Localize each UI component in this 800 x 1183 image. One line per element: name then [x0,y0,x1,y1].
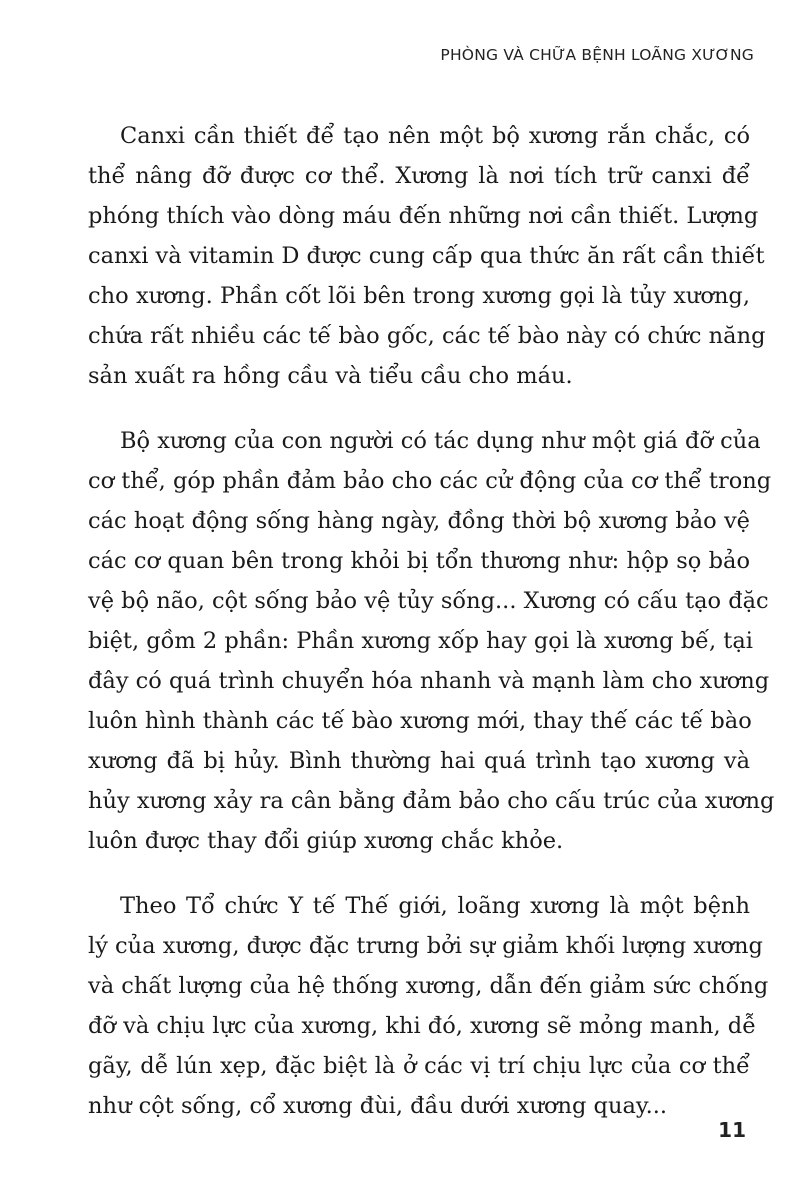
text-line: xương đã bị hủy. Bình thường hai quá trình tạo xương và [88,748,750,774]
text-line: như cột sống, cổ xương đùi, đầu dưới xương quay... [88,1093,668,1119]
text-line: sản xuất ra hồng cầu và tiểu cầu cho máu. [88,363,573,389]
page-number: 11 [718,1118,746,1142]
paragraph [88,886,769,1126]
text-line: vệ bộ não, cột sống bảo vệ tủy sống... Xương có cấu tạo đặc [88,588,769,614]
text-line: hủy xương xảy ra cân bằng đảm bảo cho cấu trúc của xương [88,788,775,814]
text-line: Canxi cần thiết để tạo nên một bộ xương rắn chắc, có [120,123,750,149]
text-line: chứa rất nhiều các tế bào gốc, các tế bào này có chức năng [88,323,766,349]
text-line: lý của xương, được đặc trưng bởi sự giảm khối lượng xương [88,933,763,959]
text-line: biệt, gồm 2 phần: Phần xương xốp hay gọi là xương bế, tại [88,628,753,654]
text-line: các hoạt động sống hàng ngày, đồng thời bộ xương bảo vệ [88,508,750,534]
text-line: luôn được thay đổi giúp xương chắc khỏe. [88,828,564,854]
text-line: canxi và vitamin D được cung cấp qua thức ăn rất cần thiết [88,243,765,269]
text-line: luôn hình thành các tế bào xương mới, thay thế các tế bào [88,708,752,734]
text-line: thể nâng đỡ được cơ thể. Xương là nơi tích trữ canxi để [88,163,750,189]
body-text [88,116,775,1151]
paragraph [88,116,766,396]
text-line: cho xương. Phần cốt lõi bên trong xương gọi là tủy xương, [88,283,750,309]
text-line: và chất lượng của hệ thống xương, dẫn đến giảm sức chống [88,973,769,999]
paragraph [88,421,775,861]
text-line: đây có quá trình chuyển hóa nhanh và mạnh làm cho xương [88,668,770,694]
text-line: cơ thể, góp phần đảm bảo cho các cử động của cơ thể trong [88,468,772,494]
running-header: PHÒNG VÀ CHỮA BỆNH LOÃNG XƯƠNG [440,46,754,64]
text-line: phóng thích vào dòng máu đến những nơi cần thiết. Lượng [88,203,759,229]
text-line: Theo Tổ chức Y tế Thế giới, loãng xương là một bệnh [120,893,750,919]
text-line: đỡ và chịu lực của xương, khi đó, xương sẽ mỏng manh, dễ [88,1013,757,1039]
text-line: gãy, dễ lún xẹp, đặc biệt là ở các vị trí chịu lực của cơ thể [88,1053,750,1079]
text-line: Bộ xương của con người có tác dụng như một giá đỡ của [120,428,761,454]
text-line: các cơ quan bên trong khỏi bị tổn thương như: hộp sọ bảo [88,548,750,574]
